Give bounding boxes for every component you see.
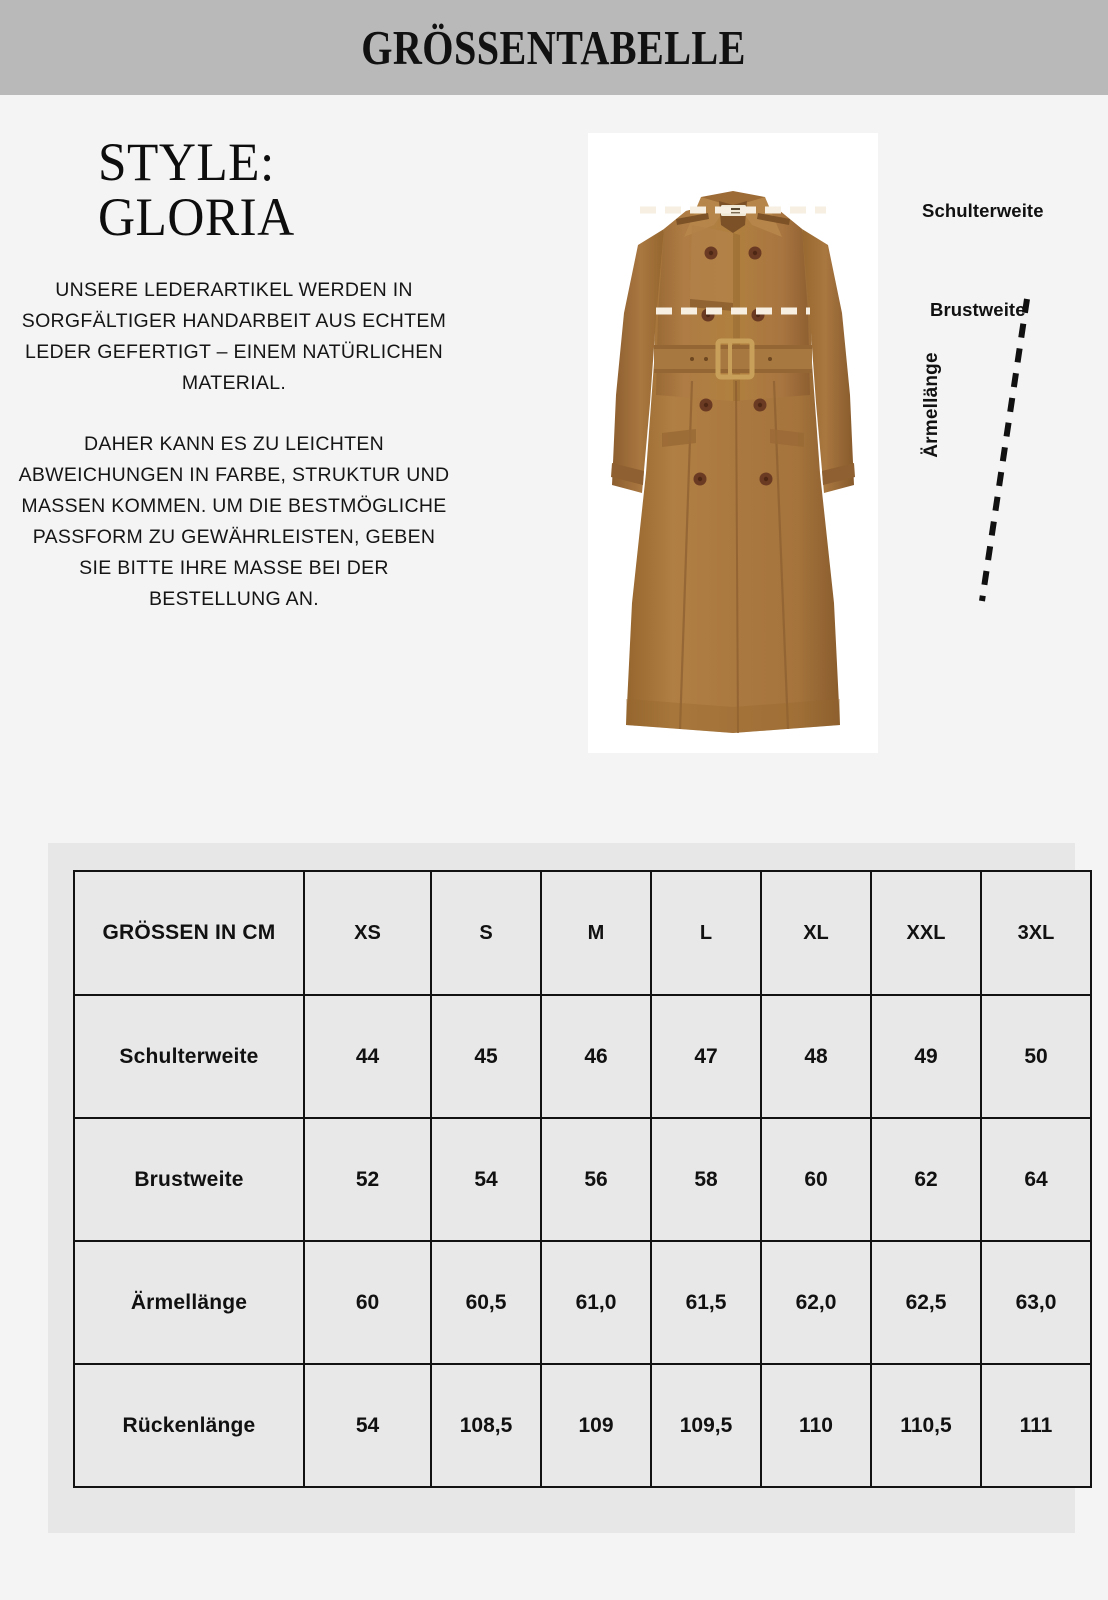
cell-aermellaenge-3xl: 63,0 (981, 1241, 1091, 1364)
cell-schulterweite-l: 47 (651, 995, 761, 1118)
description-paragraph-1: UNSERE LEDERARTIKEL WERDEN IN SORGFÄLTIGER HANDARBEIT AUS ECHTEM LEDER GEFERTIGT – EINEM NATÜRLICHEN MATERIAL. (21, 279, 447, 395)
cell-schulterweite-s: 45 (431, 995, 541, 1118)
product-photo (588, 133, 878, 753)
page-title: GRÖSSENTABELLE (361, 20, 747, 75)
table-corner-header-label: GRÖSSEN IN CM (102, 920, 276, 944)
style-description (0, 275, 470, 615)
table-row (74, 1241, 1091, 1364)
page-header (0, 0, 1108, 95)
size-table (73, 870, 1092, 1488)
cell-schulterweite-m: 46 (541, 995, 651, 1118)
cell-brustweite-xs: 52 (304, 1118, 431, 1241)
column-header-xl: XL (761, 871, 871, 995)
table-header-row (74, 871, 1091, 995)
table-row (74, 1364, 1091, 1487)
cell-aermellaenge-xl: 62,0 (761, 1241, 871, 1364)
table-corner-header (74, 871, 304, 995)
chest-width-label: Brustweite (930, 299, 1026, 320)
cell-brustweite-s: 54 (431, 1118, 541, 1241)
cell-rueckenlaenge-l: 109,5 (651, 1364, 761, 1487)
sleeve-length-dashed-line (970, 295, 1040, 605)
table-row (74, 995, 1091, 1118)
cell-rueckenlaenge-s: 108,5 (431, 1364, 541, 1487)
style-heading (98, 132, 451, 248)
cell-rueckenlaenge-xs: 54 (304, 1364, 431, 1487)
column-header-xs: XS (304, 871, 431, 995)
row-label-schulterweite: Schulterweite (74, 995, 304, 1118)
cell-brustweite-3xl: 64 (981, 1118, 1091, 1241)
column-header-l: L (651, 871, 761, 995)
cell-schulterweite-3xl: 50 (981, 995, 1091, 1118)
cell-brustweite-m: 56 (541, 1118, 651, 1241)
cell-rueckenlaenge-xl: 110 (761, 1364, 871, 1487)
upper-section (0, 95, 1108, 835)
cell-schulterweite-xs: 44 (304, 995, 431, 1118)
cell-brustweite-l: 58 (651, 1118, 761, 1241)
cell-brustweite-xl: 60 (761, 1118, 871, 1241)
cell-aermellaenge-xs: 60 (304, 1241, 431, 1364)
cell-aermellaenge-l: 61,5 (651, 1241, 761, 1364)
row-label-rueckenlaenge: Rückenlänge (74, 1364, 304, 1487)
cell-aermellaenge-m: 61,0 (541, 1241, 651, 1364)
row-label-brustweite: Brustweite (74, 1118, 304, 1241)
cell-rueckenlaenge-m: 109 (541, 1364, 651, 1487)
row-label-aermellaenge: Ärmellänge (74, 1241, 304, 1364)
column-header-3xl: 3XL (981, 871, 1091, 995)
product-illustration-area (470, 95, 1108, 835)
trench-coat-illustration (588, 133, 878, 753)
sleeve-length-label: Ärmellänge (921, 352, 942, 458)
size-table-panel (48, 843, 1075, 1533)
cell-aermellaenge-s: 60,5 (431, 1241, 541, 1364)
description-paragraph-2: DAHER KANN ES ZU LEICHTEN ABWEICHUNGEN IN FARBE, STRUKTUR UND MASSEN KOMMEN. UM DIE BESTMÖGLICHE PASSFORM ZU GEWÄHRLEISTEN, GEBEN SIE BITTE IHRE MASSE BEI DER BESTELLUNG AN. (18, 433, 450, 611)
cell-schulterweite-xxl: 49 (871, 995, 981, 1118)
cell-aermellaenge-xxl: 62,5 (871, 1241, 981, 1364)
column-header-m: M (541, 871, 651, 995)
cell-rueckenlaenge-3xl: 111 (981, 1364, 1091, 1487)
cell-rueckenlaenge-xxl: 110,5 (871, 1364, 981, 1487)
column-header-s: S (431, 871, 541, 995)
shoulder-width-label: Schulterweite (922, 200, 1044, 221)
column-header-xxl: XXL (871, 871, 981, 995)
table-row (74, 1118, 1091, 1241)
style-heading-line-2: GLORIA (98, 187, 295, 248)
style-info-column (0, 132, 470, 615)
cell-schulterweite-xl: 48 (761, 995, 871, 1118)
cell-brustweite-xxl: 62 (871, 1118, 981, 1241)
style-heading-line-1: STYLE: (98, 132, 275, 192)
